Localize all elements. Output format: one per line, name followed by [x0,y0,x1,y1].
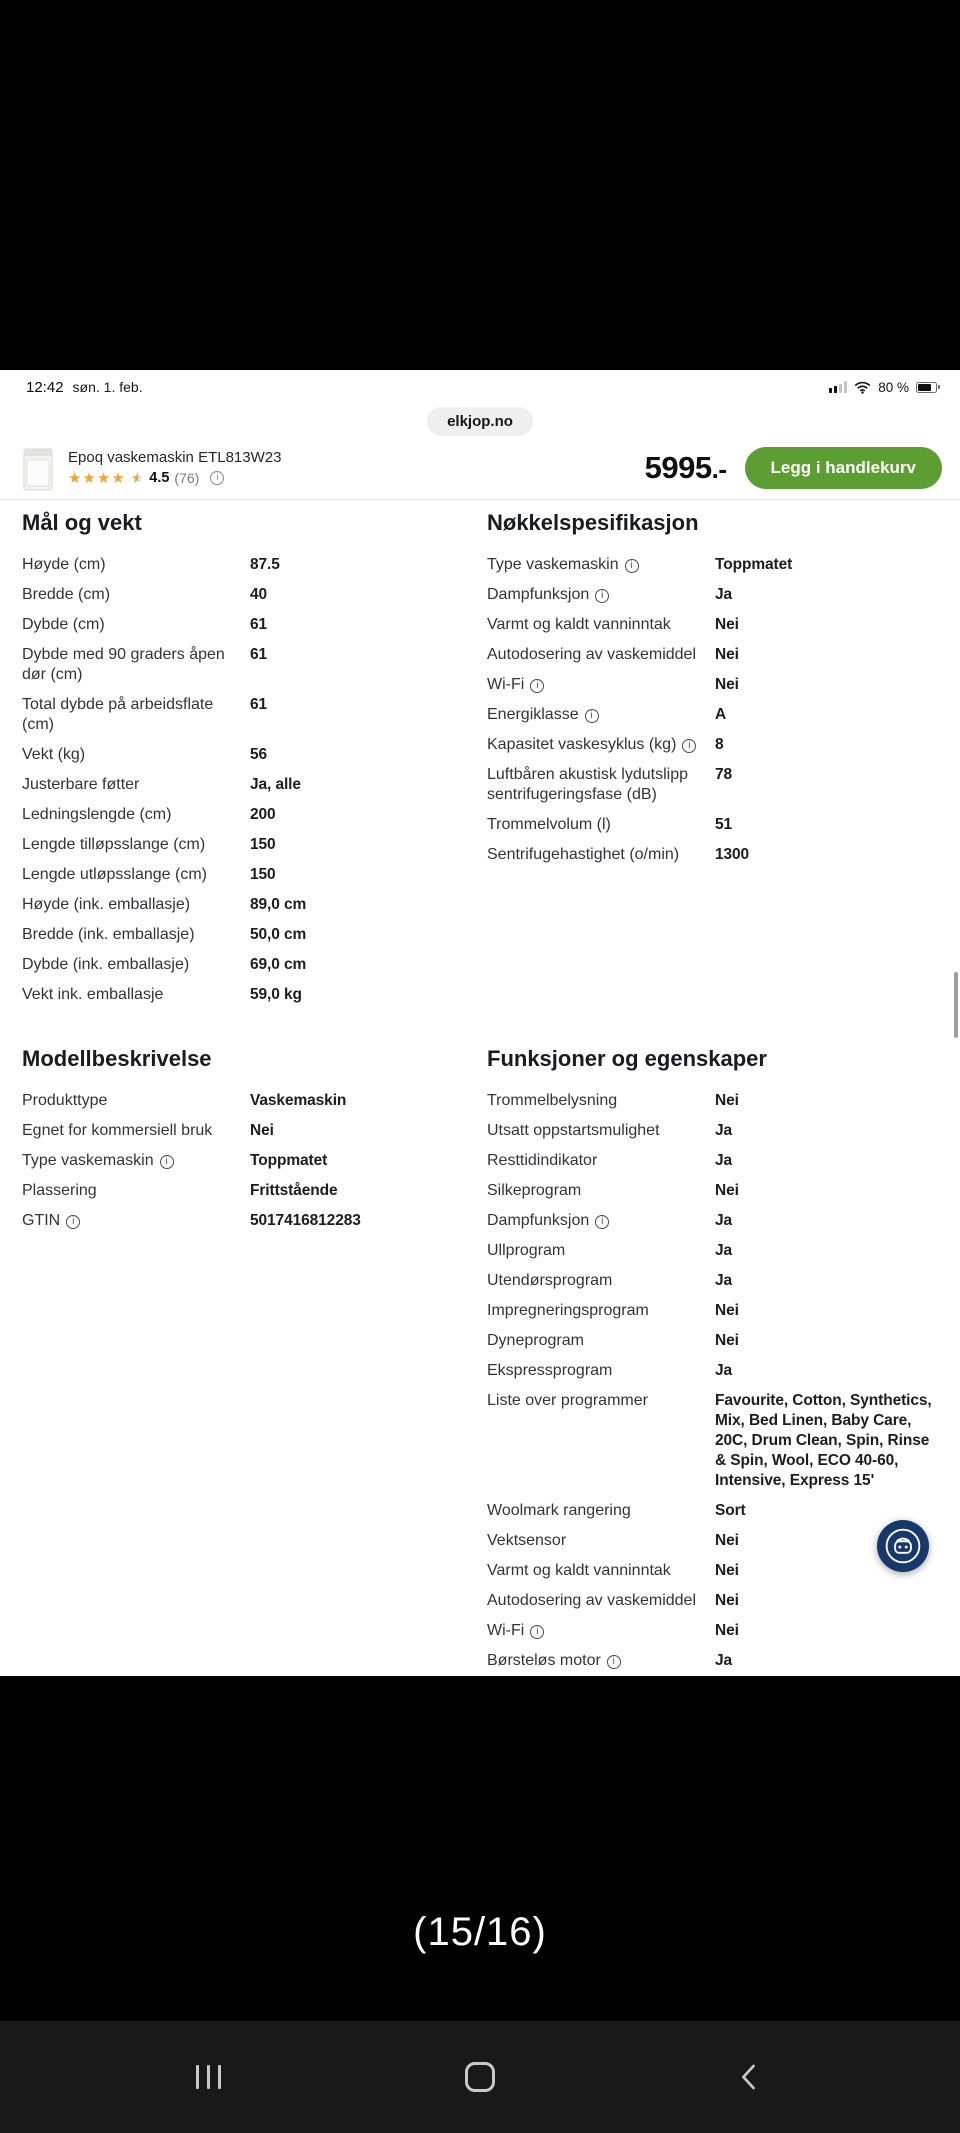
spec-value: Ja [715,1652,733,1669]
spec-row [487,1616,938,1646]
spec-row [22,980,473,1010]
spec-label [487,1151,715,1171]
spec-row [487,1236,938,1266]
spec-label-text: Høyde (ink. emballasje) [22,896,191,913]
spec-row [487,1526,938,1556]
spec-label [22,865,250,885]
spec-label [22,1091,250,1111]
spec-label-text: Lengde utløpsslange (cm) [22,866,207,883]
product-title: Epoq vaskemaskin ETL813W23 [68,449,282,466]
spec-row [22,920,473,950]
spec-value: Nei [715,1592,739,1609]
android-nav-bar [0,2021,960,2133]
rating [68,470,281,486]
spec-value: Ja [715,1122,733,1139]
spec-row [487,1356,938,1386]
spec-label [487,1531,715,1551]
spec-row [22,1146,473,1176]
spec-label-text: GTIN [22,1212,61,1229]
spec-label [22,1211,250,1231]
spec-row [487,1326,938,1356]
spec-label-text: Utendørsprogram [487,1272,613,1289]
spec-value: Ja [715,1272,733,1289]
spec-label-text: Dampfunksjon [487,586,590,603]
spec-label [487,1271,715,1291]
half-star-icon: ★ [130,469,145,487]
spec-label [487,845,715,865]
spec-row [487,1556,938,1586]
spec-label-text: Lengde tilløpsslange (cm) [22,836,206,853]
spec-label-text: Dybde (cm) [22,616,105,633]
spec-label-text: Varmt og kaldt vanninntak [487,616,671,633]
spec-label-text: Dybde (ink. emballasje) [22,956,190,973]
chat-assistant-button[interactable] [877,1520,929,1572]
spec-label [487,615,715,635]
spec-value: Ja, alle [250,776,301,793]
rating-value: 4.5 [149,470,170,486]
spec-value: Nei [715,1332,739,1349]
spec-label [22,955,250,975]
spec-row [487,610,938,640]
spec-row [22,1206,473,1236]
spec-row [487,640,938,670]
spec-sections [0,500,960,1676]
price-amount: 5995 [644,449,712,485]
spec-label [487,1331,715,1351]
spec-row [487,550,938,580]
scrollbar-thumb[interactable] [954,972,958,1038]
spec-label-text: Wi-Fi [487,676,525,693]
spec-label [22,775,250,795]
spec-row [22,640,473,690]
spec-label-text: Luftbåren akustisk lydutslipp sentrifugeringsfase (dB) [487,766,688,803]
spec-label-text: Total dybde på arbeidsflate (cm) [22,696,214,733]
spec-label [22,645,250,685]
spec-row [487,730,938,760]
spec-row [22,690,473,740]
status-bar [0,370,960,400]
letterbox-top [0,0,960,370]
spec-label-text: Resttidindikator [487,1152,598,1169]
spec-label-text: Type vaskemaskin [487,556,619,573]
spec-row [487,760,938,810]
page-footer [0,1650,960,2021]
spec-label-text: Ekspressprogram [487,1362,613,1379]
spec-value: Ja [715,1212,733,1229]
robot-chat-icon [884,1527,922,1565]
spec-row [22,830,473,860]
spec-label-text: Silkeprogram [487,1182,582,1199]
spec-row [22,770,473,800]
spec-value: Favourite, Cotton, Synthetics, Mix, Bed Linen, Baby Care, 20C, Drum Clean, Spin, Rinse & Spin, Wool, ECO 40-60, Intensive, Express 15' [715,1392,932,1489]
spec-value: Nei [715,1562,739,1579]
spec-value: Nei [715,1302,739,1319]
back-icon [737,2062,759,2092]
spec-label-text: Energiklasse [487,706,579,723]
spec-label-text: Dampfunksjon [487,1212,590,1229]
spec-label-text: Autodosering av vaskemiddel [487,1592,697,1609]
spec-label-text: Kapasitet vaskesyklus (kg) [487,736,677,753]
spec-label [487,1561,715,1581]
spec-row [22,580,473,610]
spec-label [22,1181,250,1201]
spec-label-text: Egnet for kommersiell bruk [22,1122,213,1139]
spec-value: Ja [715,1152,733,1169]
spec-value: 61 [250,646,268,663]
spec-label [487,1211,715,1231]
status-icons [829,380,940,395]
spec-label [22,805,250,825]
spec-label-text: Høyde (cm) [22,556,106,573]
spec-label-text: Bredde (cm) [22,586,111,603]
spec-row [22,890,473,920]
spec-label-text: Utsatt oppstartsmulighet [487,1122,660,1139]
spec-row [22,860,473,890]
spec-row [22,550,473,580]
spec-label-text: Justerbare føtter [22,776,140,793]
home-button[interactable] [452,2049,508,2105]
spec-label [22,745,250,765]
spec-value: 5017416812283 [250,1212,361,1229]
star-icons: ★★★★ [68,469,126,487]
browser-viewport [0,370,960,1669]
status-date: søn. 1. feb. [72,378,143,395]
spec-label-text: Børsteløs motor [487,1652,601,1669]
spec-label [487,1391,715,1411]
spec-row [487,1206,938,1236]
spec-row [22,1176,473,1206]
spec-label [487,815,715,835]
spec-value: 61 [250,616,268,633]
section-title: Modellbeskrivelse [22,1046,212,1071]
home-icon [465,2062,495,2092]
spec-label-text: Sentrifugehastighet (o/min) [487,846,680,863]
spec-row [22,610,473,640]
info-icon[interactable]: i [625,559,639,573]
spec-value: 59,0 kg [250,986,302,1003]
spec-value: 69,0 cm [250,956,307,973]
spec-value: Toppmatet [250,1152,328,1169]
spec-label-text: Varmt og kaldt vanninntak [487,1562,671,1579]
info-icon[interactable]: i [595,589,609,603]
spec-label-text: Plassering [22,1182,97,1199]
spec-label-text: Dybde med 90 graders åpen dør (cm) [22,646,225,683]
spec-label [22,985,250,1005]
recents-button[interactable] [180,2049,236,2105]
spec-row [487,1386,938,1496]
spec-value: 8 [715,736,724,753]
info-icon[interactable]: i [595,1215,609,1229]
spec-value: 61 [250,696,268,713]
spec-value: 89,0 cm [250,896,307,913]
spec-label-text: Bredde (ink. emballasje) [22,926,195,943]
product-info[interactable] [68,449,281,486]
spec-row [487,1176,938,1206]
spec-value: Nei [715,1622,739,1639]
status-time: 12:42 [26,378,64,396]
spec-label [22,615,250,635]
info-icon[interactable]: i [682,739,696,753]
spec-value: Nei [715,676,739,693]
spec-value: 1300 [715,846,750,863]
spec-row [487,1646,938,1676]
spec-label [487,1361,715,1381]
spec-label-text: Impregneringsprogram [487,1302,649,1319]
spec-label-text: Autodosering av vaskemiddel [487,646,697,663]
battery-percent: 80 % [878,379,909,395]
spec-label-text: Woolmark rangering [487,1502,631,1519]
spec-value: Ja [715,586,733,603]
recents-icon [196,2065,221,2089]
spec-value: 150 [250,836,276,853]
spec-label [487,1241,715,1261]
spec-value: 56 [250,746,268,763]
spec-label [487,645,715,665]
spec-label [487,675,715,695]
spec-label [487,1651,715,1671]
spec-value: Ja [715,1362,733,1379]
spec-label [22,555,250,575]
spec-label [487,735,715,755]
spec-label [487,1621,715,1641]
page-indicator: (15/16) [413,1910,547,1954]
spec-row [22,950,473,980]
spec-row [22,1086,473,1116]
spec-value: Frittstående [250,1182,338,1199]
spec-label-text: Dyneprogram [487,1332,584,1349]
wifi-icon [854,381,871,394]
spec-value: Ja [715,1242,733,1259]
spec-value: Vaskemaskin [250,1092,347,1109]
signal-icon [829,381,847,393]
info-icon[interactable]: i [530,679,544,693]
spec-value: Nei [715,616,739,633]
spec-label-text: Wi-Fi [487,1622,525,1639]
spec-row [487,1586,938,1616]
info-icon[interactable]: i [585,709,599,723]
info-icon[interactable]: i [530,1625,544,1639]
spec-value: 87.5 [250,556,280,573]
back-button[interactable] [720,2049,776,2105]
spec-label [22,925,250,945]
spec-label-text: Produkttype [22,1092,108,1109]
info-icon[interactable]: i [210,471,224,485]
spec-label [487,1181,715,1201]
spec-label-text: Vekt ink. emballasje [22,986,164,1003]
spec-label [487,1591,715,1611]
browser-url-bar [0,400,960,442]
info-icon[interactable]: i [607,1655,621,1669]
spec-label-text: Ullprogram [487,1242,566,1259]
battery-icon [916,382,940,393]
spec-label-text: Vekt (kg) [22,746,86,763]
spec-value: Toppmatet [715,556,793,573]
spec-label [22,695,250,735]
spec-label [487,585,715,605]
spec-row [22,800,473,830]
spec-label [22,585,250,605]
spec-value: Nei [715,1532,739,1549]
spec-row [487,810,938,840]
spec-row [487,1086,938,1116]
spec-value: Nei [715,1182,739,1199]
spec-value: 200 [250,806,276,823]
spec-label [487,765,715,805]
spec-row [487,580,938,610]
spec-label-text: Liste over programmer [487,1392,648,1409]
spec-row [487,670,938,700]
spec-value: Nei [715,646,739,663]
spec-value: 40 [250,586,268,603]
spec-value: Sort [715,1502,746,1519]
spec-row [487,700,938,730]
spec-section [22,510,473,1010]
spec-row [487,840,938,870]
spec-row [487,1296,938,1326]
section-title: Mål og vekt [22,510,142,535]
spec-label [22,835,250,855]
spec-section [487,1046,938,1676]
product-header [0,442,960,500]
spec-value: Nei [250,1122,274,1139]
spec-value: 78 [715,766,733,783]
spec-label [487,705,715,725]
spec-section [22,1046,473,1676]
spec-label [22,895,250,915]
spec-label [487,555,715,575]
spec-row [487,1266,938,1296]
spec-row [487,1496,938,1526]
info-icon[interactable]: i [160,1155,174,1169]
spec-label [487,1501,715,1521]
spec-row [22,740,473,770]
spec-label [487,1301,715,1321]
spec-row [22,1116,473,1146]
price-suffix: .- [711,453,727,484]
spec-section [487,510,938,1010]
spec-row [487,1146,938,1176]
spec-value: Nei [715,1092,739,1109]
spec-value: 150 [250,866,276,883]
section-title: Funksjoner og egenskaper [487,1046,767,1071]
spec-label [487,1091,715,1111]
spec-label-text: Vektsensor [487,1532,567,1549]
spec-row [487,1116,938,1146]
spec-label [487,1121,715,1141]
section-title: Nøkkelspesifikasjon [487,510,699,535]
spec-label-text: Trommelvolum (l) [487,816,611,833]
spec-label-text: Trommelbelysning [487,1092,618,1109]
spec-label [22,1121,250,1141]
spec-value: 51 [715,816,733,833]
spec-label [22,1151,250,1171]
spec-value: 50,0 cm [250,926,307,943]
price [645,450,727,486]
add-to-cart-button[interactable]: Legg i handlekurv [745,447,942,489]
spec-label-text: Type vaskemaskin [22,1152,154,1169]
status-time-date [26,379,143,396]
spec-value: A [715,706,727,723]
info-icon[interactable]: i [66,1215,80,1229]
url-field[interactable]: elkjop.no [427,407,533,436]
review-count: (76) [174,470,200,486]
spec-label-text: Ledningslengde (cm) [22,806,172,823]
product-thumbnail[interactable] [20,444,56,492]
